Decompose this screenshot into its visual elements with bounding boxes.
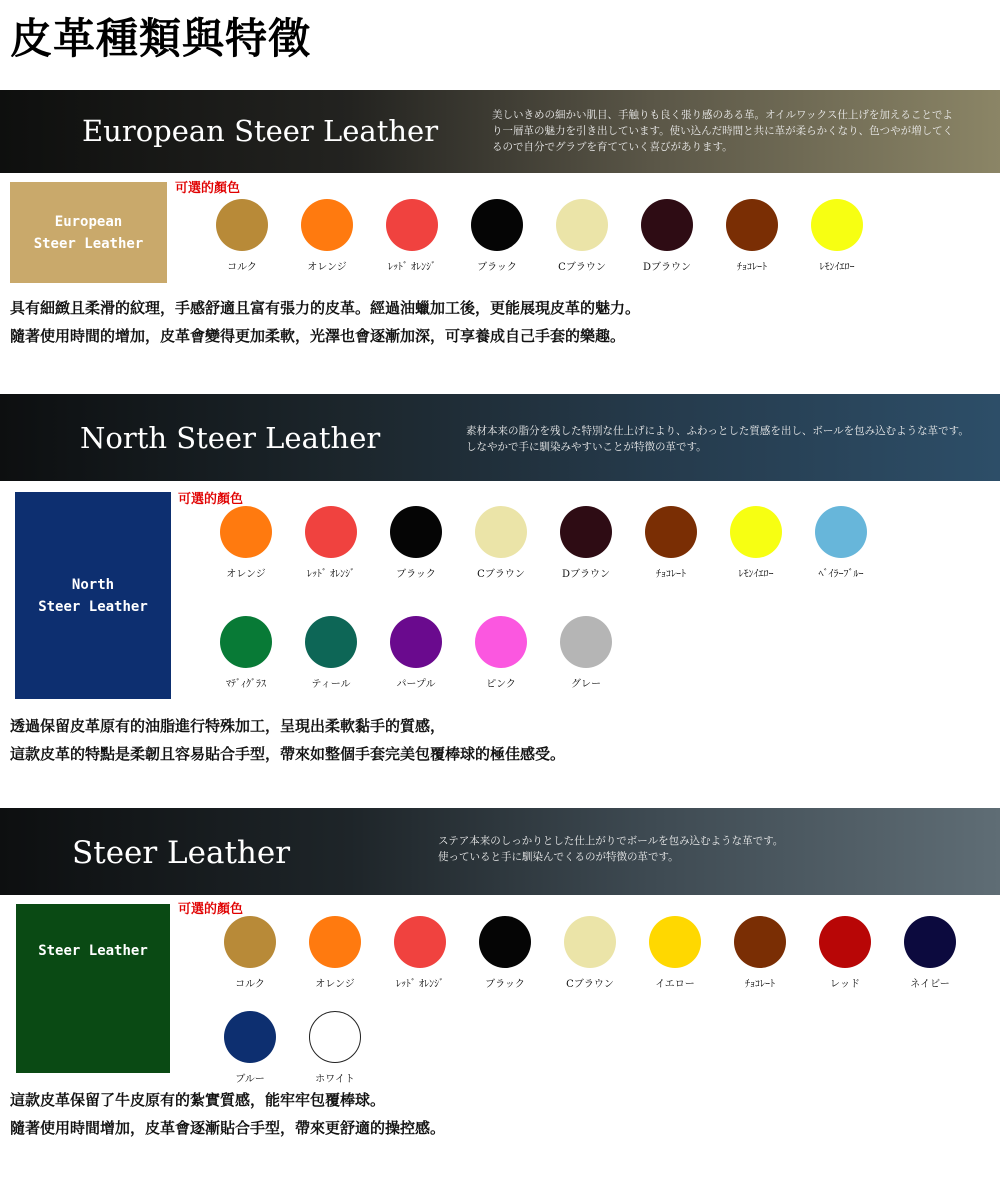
- color-name: ﾚﾓﾝｲｴﾛｰ: [738, 569, 774, 580]
- color-swatch-circle: [730, 506, 782, 558]
- leather-description: 美しいきめの細かい肌目、手触りも良く張り感のある革。オイルワックス仕上げを加えることでより一層革の魅力を引き出しています。使い込んだ時間と共に革が柔らかくなり、色つやが増してくるので自分でグラブを育てていく喜びがあります。: [492, 109, 954, 153]
- color-swatch-circle: [734, 916, 786, 968]
- color-name: ブラック: [396, 569, 436, 580]
- color-name: グレー: [571, 679, 601, 690]
- color-option: [210, 916, 290, 996]
- color-option: [461, 506, 541, 586]
- color-name: コルク: [227, 262, 257, 273]
- color-swatch-circle: [479, 916, 531, 968]
- color-name: ﾚﾓﾝｲｴﾛｰ: [819, 262, 855, 273]
- color-name: オレンジ: [226, 569, 266, 580]
- color-option: [627, 199, 707, 279]
- color-option: [295, 916, 375, 996]
- color-name: Dブラウン: [561, 569, 611, 580]
- color-name: パープル: [396, 679, 436, 690]
- color-swatch-circle: [301, 199, 353, 251]
- color-option: [465, 916, 545, 996]
- color-name: ブラック: [477, 262, 517, 273]
- color-name: ピンク: [486, 679, 516, 690]
- color-swatch-circle: [904, 916, 956, 968]
- color-swatch-circle: [811, 199, 863, 251]
- color-swatch-circle: [224, 1011, 276, 1063]
- color-name: ﾏﾃﾞｨｸﾞﾗｽ: [226, 679, 266, 690]
- color-swatch-circle: [815, 506, 867, 558]
- color-name: オレンジ: [307, 262, 347, 273]
- color-option: [295, 1011, 375, 1091]
- leather-name: Steer Leather: [72, 835, 291, 871]
- color-option: [210, 1011, 290, 1091]
- available-colors-label: 可選的顏色: [178, 492, 244, 507]
- color-name: ホワイト: [315, 1074, 355, 1085]
- leather-features: [10, 712, 565, 768]
- leather-swatch-label: Steer Leather: [38, 943, 148, 959]
- color-name: ﾁｮｺﾚｰﾄ: [656, 569, 686, 580]
- available-colors-label: 可選的顏色: [178, 902, 244, 917]
- leather-swatch-label: North Steer Leather: [38, 576, 148, 615]
- section-banner: [0, 808, 1000, 895]
- color-option: [716, 506, 796, 586]
- color-option: [550, 916, 630, 996]
- color-swatch-circle: [386, 199, 438, 251]
- color-name: Dブラウン: [642, 262, 692, 273]
- color-name: ブルー: [235, 1074, 265, 1085]
- color-option: [376, 506, 456, 586]
- leather-features: [10, 1086, 445, 1142]
- color-swatch-circle: [645, 506, 697, 558]
- color-swatch-circle: [305, 616, 357, 668]
- color-swatch-circle: [394, 916, 446, 968]
- color-option: [805, 916, 885, 996]
- feature-line: 這款皮革的特點是柔韌且容易貼合手型，帶來如整個手套完美包覆棒球的極佳感受。: [10, 745, 566, 763]
- color-name: ﾚｯﾄﾞ ｵﾚﾝｼﾞ: [306, 569, 356, 580]
- color-option: [712, 199, 792, 279]
- color-option: [291, 616, 371, 696]
- page-title: 皮革種類與特徵: [10, 14, 312, 63]
- color-name: ブラック: [485, 979, 525, 990]
- color-option: [546, 506, 626, 586]
- color-name: レッド: [830, 979, 860, 990]
- color-name: Cブラウン: [558, 262, 606, 273]
- color-swatch-circle: [224, 916, 276, 968]
- section-banner: [0, 90, 1000, 173]
- color-option: [797, 199, 877, 279]
- color-option: [720, 916, 800, 996]
- color-option: [287, 199, 367, 279]
- color-option: [376, 616, 456, 696]
- color-swatch-circle: [309, 916, 361, 968]
- color-name: オレンジ: [315, 979, 355, 990]
- color-option: [206, 506, 286, 586]
- color-option: [291, 506, 371, 586]
- feature-line: 這款皮革保留了牛皮原有的紮實質感，能牢牢包覆棒球。: [10, 1091, 386, 1109]
- leather-name: North Steer Leather: [80, 421, 381, 455]
- color-option: [457, 199, 537, 279]
- color-option: [206, 616, 286, 696]
- color-swatch-circle: [390, 506, 442, 558]
- available-colors-label: 可選的顏色: [175, 181, 241, 196]
- color-name: コルク: [235, 979, 265, 990]
- leather-swatch: [16, 904, 170, 1073]
- leather-name: European Steer Leather: [82, 114, 439, 148]
- leather-swatch: [10, 182, 167, 283]
- color-swatch-circle: [560, 616, 612, 668]
- color-option: [890, 916, 970, 996]
- color-option: [380, 916, 460, 996]
- color-name: ﾚｯﾄﾞ ｵﾚﾝｼﾞ: [387, 262, 437, 273]
- color-swatch-circle: [220, 616, 272, 668]
- feature-line: 隨著使用時間增加，皮革會逐漸貼合手型，帶來更舒適的操控感。: [10, 1119, 446, 1137]
- color-swatch-circle: [560, 506, 612, 558]
- leather-swatch-label: European Steer Leather: [33, 213, 144, 252]
- color-name: ﾁｮｺﾚｰﾄ: [745, 979, 775, 990]
- color-name: Cブラウン: [477, 569, 525, 580]
- color-swatch-circle: [390, 616, 442, 668]
- color-option: [372, 199, 452, 279]
- color-option: [801, 506, 881, 586]
- color-option: [461, 616, 541, 696]
- color-option: [546, 616, 626, 696]
- color-name: イエロー: [655, 979, 695, 990]
- color-name: ﾁｮｺﾚｰﾄ: [737, 262, 767, 273]
- feature-line: 隨著使用時間的增加，皮革會變得更加柔軟，光澤也會逐漸加深，可享養成自己手套的樂趣。: [10, 327, 626, 345]
- color-swatch-circle: [564, 916, 616, 968]
- leather-description: 素材本来の脂分を残した特別な仕上げにより、ふわっとした質感を出し、ボールを包み込むような革です。しなやかで手に馴染みやすいことが特徴の革です。: [466, 425, 969, 453]
- color-swatch-circle: [309, 1011, 361, 1063]
- leather-swatch: [15, 492, 171, 699]
- color-name: ﾚｯﾄﾞ ｵﾚﾝｼﾞ: [395, 979, 445, 990]
- color-name: Cブラウン: [566, 979, 614, 990]
- color-option: [635, 916, 715, 996]
- color-swatch-circle: [220, 506, 272, 558]
- color-option: [631, 506, 711, 586]
- color-swatch-circle: [471, 199, 523, 251]
- color-name: ﾍﾞｲﾗｰﾌﾞﾙｰ: [818, 569, 864, 580]
- leather-description: ステア本来のしっかりとした仕上がりでボールを包み込むような革です。 使っていると手に馴染んでくるのが特徴の革です。: [438, 835, 784, 863]
- color-swatch-circle: [819, 916, 871, 968]
- feature-line: 具有細緻且柔滑的紋理，手感舒適且富有張力的皮革。經過油蠟加工後，更能展現皮革的魅力。: [10, 299, 641, 317]
- color-option: [202, 199, 282, 279]
- feature-line: 透過保留皮革原有的油脂進行特殊加工，呈現出柔軟黏手的質感，: [10, 717, 446, 735]
- color-swatch-circle: [726, 199, 778, 251]
- color-swatch-circle: [556, 199, 608, 251]
- color-swatch-circle: [216, 199, 268, 251]
- color-swatch-circle: [641, 199, 693, 251]
- color-name: ティール: [311, 679, 351, 690]
- color-swatch-circle: [649, 916, 701, 968]
- color-option: [542, 199, 622, 279]
- color-name: ネイビー: [910, 979, 950, 990]
- color-swatch-circle: [305, 506, 357, 558]
- section-banner: [0, 394, 1000, 481]
- leather-features: [10, 294, 640, 350]
- color-swatch-circle: [475, 616, 527, 668]
- color-swatch-circle: [475, 506, 527, 558]
